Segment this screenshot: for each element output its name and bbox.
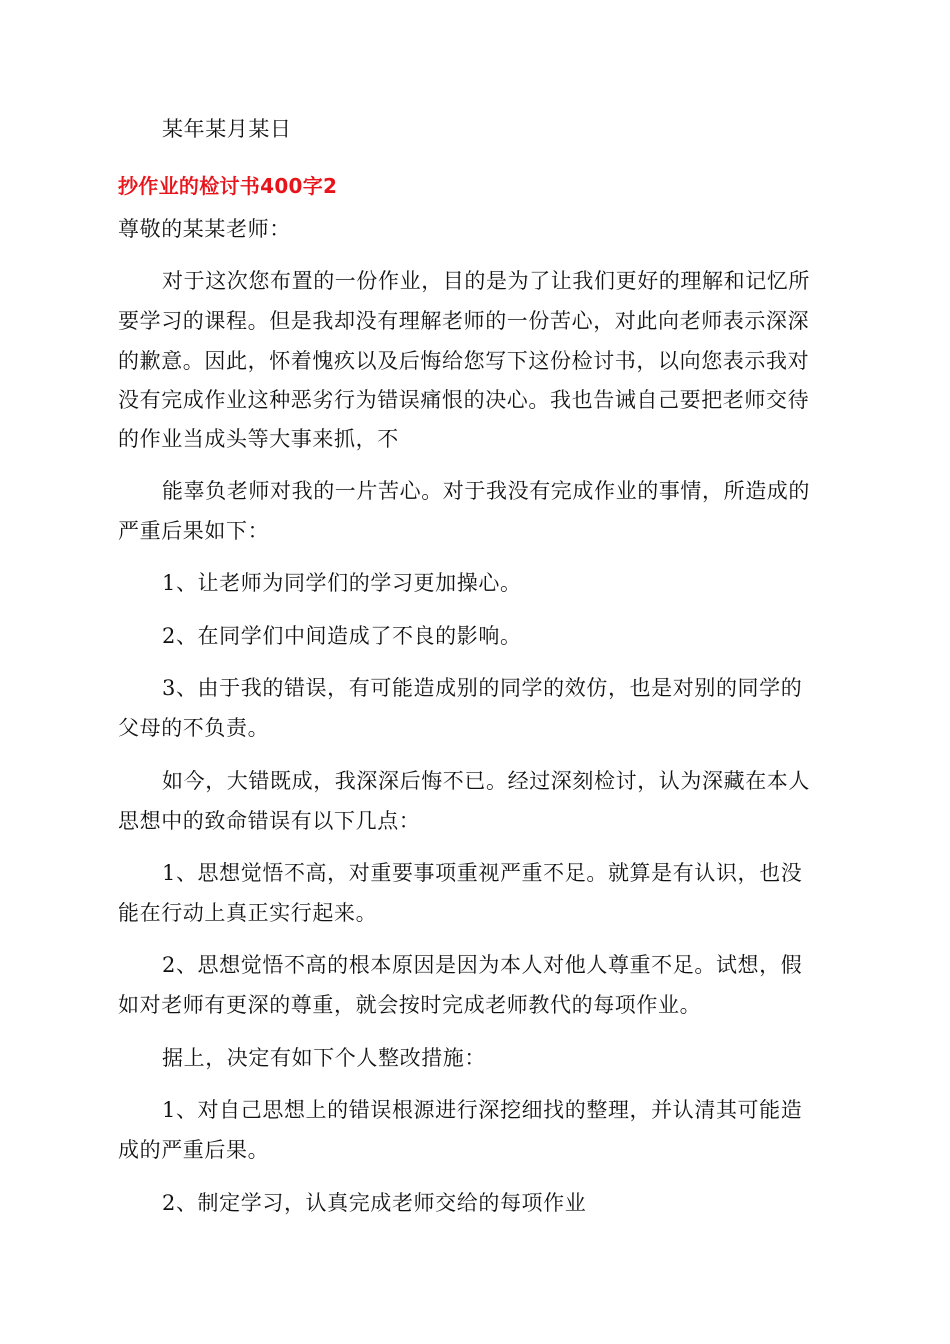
list-item: 1、对自己思想上的错误根源进行深挖细找的整理，并认清其可能造 (162, 1098, 803, 1122)
paragraph-line: 如今，大错既成，我深深后悔不已。经过深刻检讨，认为深藏在本人 (162, 769, 810, 793)
paragraph-line: 的作业当成头等大事来抓，不 (118, 427, 399, 451)
list-item: 2、在同学们中间造成了不良的影响。 (162, 624, 522, 648)
list-item-continuation: 成的严重后果。 (118, 1138, 270, 1162)
paragraph-line: 对于这次您布置的一份作业，目的是为了让我们更好的理解和记忆所 (162, 269, 810, 293)
salutation: 尊敬的某某老师： (118, 217, 291, 241)
paragraph-line: 没有完成作业这种恶劣行为错误痛恨的决心。我也告诫自己要把老师交待 (118, 388, 810, 412)
list-item: 3、由于我的错误，有可能造成别的同学的效仿，也是对别的同学的 (162, 676, 803, 700)
paragraph-line: 的歉意。因此，怀着愧疚以及后悔给您写下这份检讨书，以向您表示我对 (118, 349, 810, 373)
list-item: 2、制定学习，认真完成老师交给的每项作业 (162, 1191, 587, 1215)
paragraph-line: 思想中的致命错误有以下几点： (118, 809, 421, 833)
list-item-continuation: 能在行动上真正实行起来。 (118, 901, 378, 925)
paragraph-line: 严重后果如下： (118, 519, 270, 543)
date-line: 某年某月某日 (162, 117, 292, 141)
list-item: 1、让老师为同学们的学习更加操心。 (162, 571, 522, 595)
paragraph-line: 要学习的课程。但是我却没有理解老师的一份苦心，对此向老师表示深深 (118, 309, 810, 333)
paragraph-line: 据上，决定有如下个人整改措施： (162, 1046, 486, 1070)
list-item: 1、思想觉悟不高，对重要事项重视严重不足。就算是有认识，也没 (162, 861, 803, 885)
section-heading: 抄作业的检讨书400字2 (118, 174, 338, 198)
list-item-continuation: 如对老师有更深的尊重，就会按时完成老师教代的每项作业。 (118, 993, 702, 1017)
list-item: 2、思想觉悟不高的根本原因是因为本人对他人尊重不足。试想，假 (162, 953, 803, 977)
list-item-continuation: 父母的不负责。 (118, 716, 270, 740)
paragraph-line: 能辜负老师对我的一片苦心。对于我没有完成作业的事情，所造成的 (162, 479, 810, 503)
